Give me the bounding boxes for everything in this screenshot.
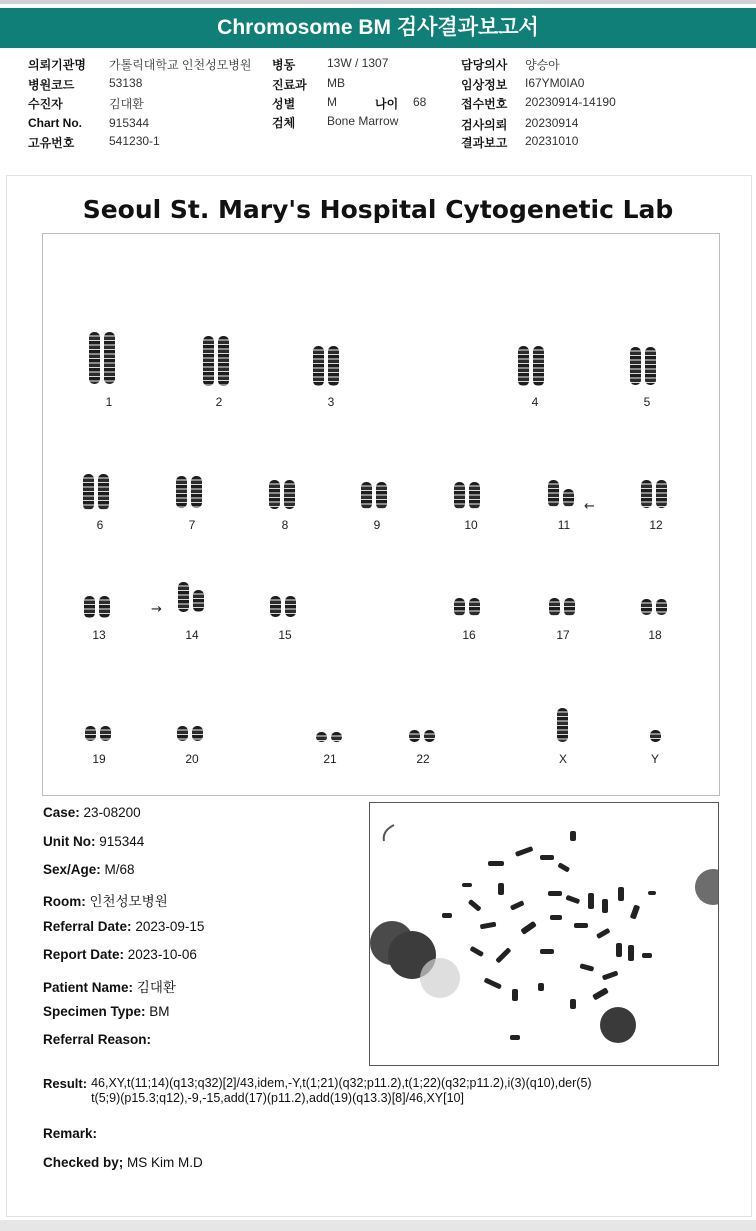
chromosome-pair-15 [270,596,296,617]
chromosome-label-6: 6 [96,518,104,532]
chromosome-pair-12 [641,480,667,508]
patient-label: 수진자 [28,97,63,111]
chart-no-label: Chart No. [28,116,82,130]
chromosome-pair-4 [518,346,544,386]
hospital-label: 의뢰기관명 [28,58,86,72]
department-label: 진료과 [272,78,307,92]
result-section [43,1076,723,1106]
referral-reason-row: Referral Reason: [43,1032,152,1047]
chromosome-pair-9 [361,482,387,509]
report-date-value: 2023-10-06 [127,947,197,962]
case-value: 23-08200 [83,805,141,820]
chromosome-label-17: 17 [556,628,570,642]
doctor-value: 양승아 [525,58,560,72]
chromosome-label-5: 5 [643,395,651,409]
chromosome-label-13: 13 [92,628,106,642]
chromosome-pair-17 [549,598,575,616]
result-line-1: 46,XY,t(11;14)(q13;q32)[2]/43,idem,-Y,t(1;21)(q32;p11.2),t(1;22)(q32;p11.2),i(3)(q10),der(5) [91,1076,592,1090]
karyogram-panel [42,233,720,796]
hospital-value: 가톨릭대학교 인천성모병원 [109,58,252,72]
chromosome-label-8: 8 [281,518,289,532]
sex-age-value: M/68 [104,862,135,877]
result-line-2: t(5;9)(p15.3;q12),-9,-15,add(17)(p11.2),add(19)(q13.3)[8]/46,XY[10] [91,1091,464,1105]
chromosome-x [557,708,568,742]
chromosome-label-1: 1 [105,395,113,409]
arrow-right-icon: → [151,602,162,617]
patient-value: 김대환 [109,97,144,111]
chromosome-pair-3 [313,346,339,386]
patient-name-value: 김대환 [136,980,176,995]
chart-no-value: 915344 [109,116,150,130]
chromosome-label-12: 12 [649,518,663,532]
chromosome-pair-19 [85,726,111,741]
chromosome-label-11: 11 [557,518,571,532]
request-date-label: 검사의뢰 [461,118,508,132]
result-date-label: 결과보고 [461,136,508,150]
clinical-info-label: 임상정보 [461,78,508,92]
chromosome-label-18: 18 [648,628,662,642]
unique-no-value: 541230-1 [109,134,160,148]
chromosome-label-y: Y [650,752,659,766]
doctor-label: 담당의사 [461,58,508,72]
arrow-left-icon: ← [584,499,595,514]
chromosome-pair-14 [178,582,204,612]
specimen-type-value: BM [149,1004,170,1019]
age-value: 68 [413,95,427,109]
result-date-value: 20231010 [525,134,579,148]
chromosome-label-10: 10 [464,518,478,532]
ward-value: 13W / 1307 [327,56,389,70]
room-value: 인천성모병원 [89,894,168,909]
checked-by-value: MS Kim M.D [127,1155,203,1170]
specimen-value: Bone Marrow [327,114,399,128]
hospital-code-label: 병원코드 [28,78,75,92]
result-text [91,1076,723,1106]
chromosome-label-x: X [558,752,567,766]
chromosome-pair-1 [89,332,115,384]
specimen-label: 검체 [272,116,296,130]
chromosome-label-20: 20 [185,752,199,766]
chromosome-label-7: 7 [188,518,196,532]
chromosome-label-2: 2 [215,395,223,409]
chromosome-label-21: 21 [323,752,337,766]
report-banner-title: Chromosome BM 검사결과보고서 [0,8,756,48]
age-label: 나이 [375,97,399,111]
sex-age-row: Sex/Age: M/68 [43,862,135,877]
referral-date-value: 2023-09-15 [135,919,205,934]
lab-title: Seoul St. Mary's Hospital Cytogenetic Lab [82,195,674,224]
referral-date-row: Referral Date: 2023-09-15 [43,919,205,934]
unit-no-row: Unit No: 915344 [43,834,145,849]
chromosome-pair-5 [630,347,656,385]
metaphase-drawing [370,803,718,1065]
room-row: Room: 인천성모병원 [43,894,168,909]
chromosome-pair-16 [454,598,480,616]
chromosome-label-19: 19 [92,752,106,766]
chromosome-pair-21 [316,732,342,742]
remark-row: Remark: [43,1126,98,1141]
chromosome-pair-11 [548,480,574,507]
chromosome-pair-20 [177,726,203,741]
case-row: Case: 23-08200 [43,805,141,820]
chromosome-pair-2 [203,336,229,386]
receipt-no-label: 접수번호 [461,97,508,111]
receipt-no-value: 20230914-14190 [525,95,616,109]
patient-name-row: Patient Name: 김대환 [43,980,176,995]
report-header [0,52,756,162]
sex-label: 성별 [272,97,296,111]
hospital-code-value: 53138 [109,76,143,90]
unit-no-value: 915344 [99,834,145,849]
clinical-info-value: I67YM0IA0 [525,76,585,90]
chromosome-pair-8 [269,480,295,509]
chromosome-label-3: 3 [327,395,335,409]
ward-label: 병동 [272,58,296,72]
chromosome-pair-13 [84,596,110,618]
chromosome-y [650,730,661,742]
chromosome-label-14: 14 [185,628,199,642]
chromosome-pair-22 [409,730,435,742]
chromosome-label-15: 15 [278,628,292,642]
chromosome-pair-7 [176,476,202,508]
department-value: MB [327,76,345,90]
chromosome-pair-18 [641,599,667,615]
chromosome-label-16: 16 [462,628,476,642]
chromosome-label-22: 22 [416,752,430,766]
chromosome-label-4: 4 [531,395,539,409]
report-date-row: Report Date: 2023-10-06 [43,947,197,962]
sex-value: M [327,95,337,109]
top-border [0,0,756,4]
chromosome-label-9: 9 [373,518,381,532]
unique-no-label: 고유번호 [28,136,75,150]
result-label: Result: [43,1076,88,1091]
chromosome-pair-10 [454,482,480,509]
metaphase-image [369,802,719,1066]
specimen-type-row: Specimen Type: BM [43,1004,170,1019]
chromosome-pair-6 [83,474,109,510]
bottom-border [0,1220,756,1231]
checked-by-row: Checked by; MS Kim M.D [43,1155,203,1170]
request-date-value: 20230914 [525,116,579,130]
